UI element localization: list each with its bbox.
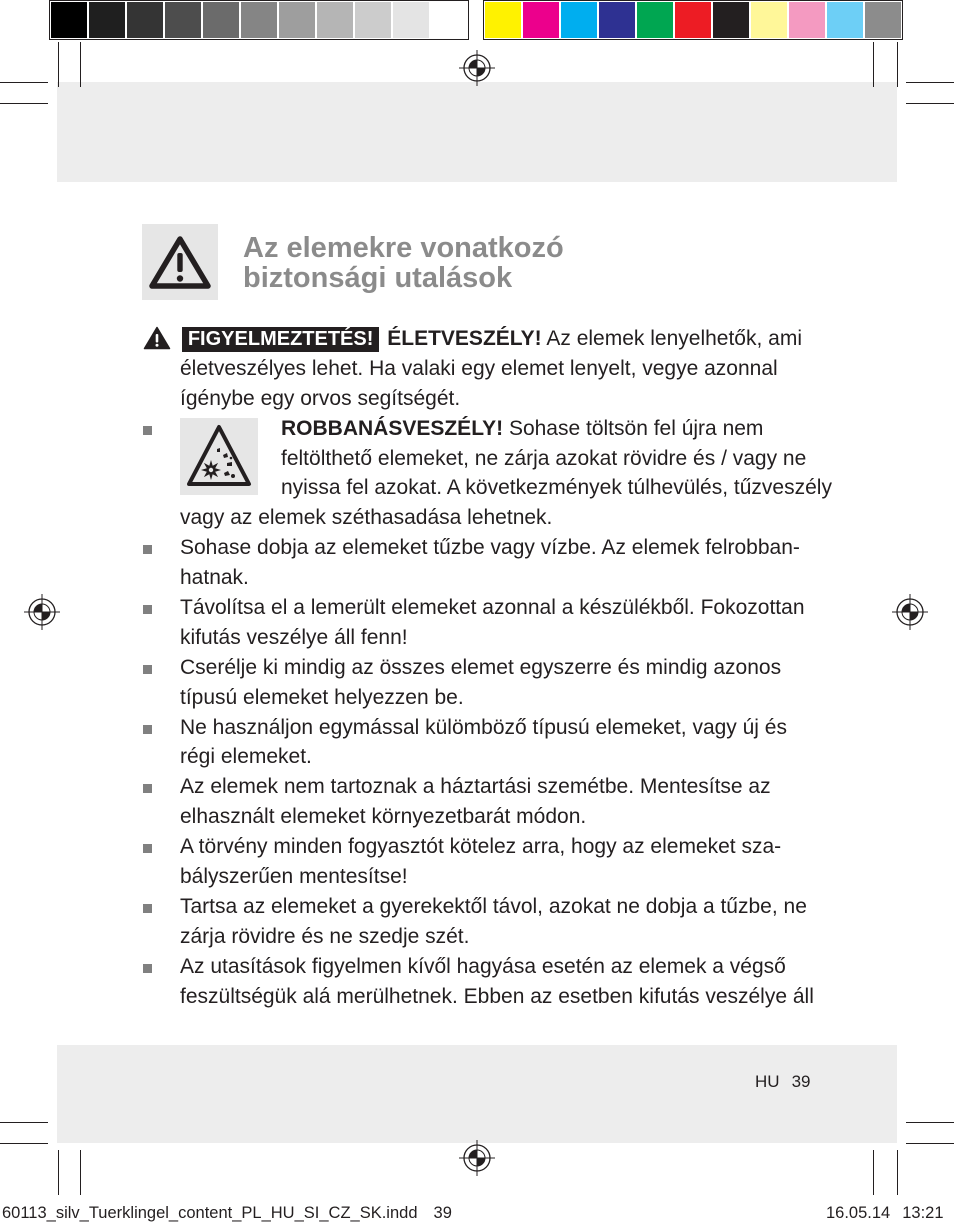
bullet-marker <box>143 665 152 674</box>
page-number: 39 <box>791 1072 811 1091</box>
bullet-marker <box>143 725 152 734</box>
color-swatch <box>865 2 901 38</box>
slug-date: 16.05.14 <box>826 1204 891 1222</box>
item-line: hatnak. <box>180 566 249 590</box>
section-title <box>243 233 564 293</box>
item-line: Cserélje ki mindig az összes elemet egyszerre és mindig azonos <box>180 655 782 679</box>
crop-mark <box>0 82 48 83</box>
footer-language: HU <box>755 1072 780 1091</box>
danger-emphasis: ROBBANÁSVESZÉLY! <box>281 416 504 440</box>
bullet-item <box>180 653 880 713</box>
bullet-marker <box>143 964 152 973</box>
color-swatch <box>317 2 353 38</box>
item-line: Távolítsa el a lemerült elemeket azonnal a készülékből. Fokozottan <box>180 596 805 620</box>
danger-emphasis: ÉLETVESZÉLY! <box>387 327 542 350</box>
page-footer <box>755 1073 810 1091</box>
warning-label: FIGYELMEZTETÉS! <box>182 327 380 352</box>
warning-triangle-icon <box>143 326 171 350</box>
color-swatch <box>203 2 239 38</box>
section-title-line-1: Az elemekre vonatkozó <box>243 232 564 264</box>
bullet-item <box>180 832 880 892</box>
item-line: elhasznált elemeket környezetbarát módon. <box>180 805 587 829</box>
bullet-marker <box>143 545 152 554</box>
warning-item <box>180 324 880 414</box>
crop-mark <box>906 1122 954 1123</box>
crop-mark <box>906 82 954 83</box>
footer-band <box>57 1045 897 1143</box>
item-line: ígénybe egy orvos segítségét. <box>180 386 461 410</box>
slug-filename: 60113_silv_Tuerklingel_content_PL_HU_SI_CZ_SK.indd <box>2 1204 418 1222</box>
color-swatch <box>675 2 711 38</box>
bullet-marker <box>143 426 152 435</box>
color-swatch <box>431 2 467 38</box>
color-swatch <box>789 2 825 38</box>
color-swatch <box>127 2 163 38</box>
warning-triangle-icon <box>142 224 218 300</box>
item-line: Tartsa az elemeket a gyerekektől távol, azokat ne dobja a tűzbe, ne <box>180 894 807 918</box>
item-line: típusú elemeket helyezzen be. <box>180 685 464 709</box>
crop-mark <box>897 42 898 87</box>
item-line <box>143 324 880 354</box>
color-swatch <box>561 2 597 38</box>
bullet-marker <box>143 784 152 793</box>
bullet-item <box>180 952 880 1012</box>
color-swatch <box>241 2 277 38</box>
crop-mark <box>80 1150 81 1195</box>
color-swatch <box>523 2 559 38</box>
slug-time: 13:21 <box>902 1204 944 1222</box>
item-line: vagy az elemek széthasadása lehetnek. <box>180 506 553 530</box>
color-swatch <box>599 2 635 38</box>
registration-target-icon <box>24 594 60 630</box>
crop-mark <box>58 1150 59 1195</box>
color-swatch <box>637 2 673 38</box>
crop-mark <box>873 42 874 87</box>
bullet-marker <box>143 844 152 853</box>
safety-instructions <box>180 324 880 1011</box>
color-swatch <box>827 2 863 38</box>
color-swatch <box>713 2 749 38</box>
bullet-item <box>180 713 880 773</box>
item-line <box>180 414 880 444</box>
crop-mark <box>0 103 48 104</box>
item-line: nyissa fel azokat. A következmények túlhevülés, tűzveszély <box>281 476 832 500</box>
item-line: régi elemeket. <box>180 745 312 769</box>
color-swatch <box>751 2 787 38</box>
section-title-line-2: biztonsági utalások <box>243 262 513 294</box>
color-swatch <box>165 2 201 38</box>
slug-page: 39 <box>433 1204 452 1222</box>
explosion-item <box>180 414 880 534</box>
item-line: Ne használjon egymással külömböző típusú elemeket, vagy új és <box>180 715 787 739</box>
item-line: A törvény minden fogyasztót kötelez arra, hogy az elemeket sza- <box>180 835 782 859</box>
color-bar-process <box>483 0 903 40</box>
crop-mark <box>80 42 81 87</box>
color-swatch <box>279 2 315 38</box>
crop-mark <box>906 1143 954 1144</box>
item-line: Az utasítások figyelmen kívől hagyása esetén az elemek a végső <box>180 954 786 978</box>
item-line: életveszélyes lehet. Ha valaki egy elemet lenyelt, vegye azonnal <box>180 356 778 380</box>
color-swatch <box>355 2 391 38</box>
color-bar-grayscale <box>49 0 469 40</box>
bullet-marker <box>143 605 152 614</box>
item-line: Sohase dobja az elemeket tűzbe vagy vízbe. Az elemek felrobban- <box>180 536 800 560</box>
item-line: zárja rövidre és ne szedje szét. <box>180 924 470 948</box>
item-line: feltölthető elemeket, ne zárja azokat rövidre és / vagy ne <box>281 446 807 470</box>
registration-target-icon <box>459 1140 495 1176</box>
crop-mark <box>58 42 59 87</box>
slug-timestamp <box>826 1204 944 1222</box>
color-swatch <box>89 2 125 38</box>
header-band <box>57 82 897 182</box>
item-line: feszültségük alá merülhetnek. Ebben az esetben kifutás veszélye áll <box>180 984 814 1008</box>
slug-file <box>2 1204 452 1222</box>
registration-target-icon <box>892 594 928 630</box>
bullet-item <box>180 593 880 653</box>
color-swatch <box>485 2 521 38</box>
crop-mark <box>0 1143 48 1144</box>
crop-mark <box>906 103 954 104</box>
crop-mark <box>897 1150 898 1195</box>
bullet-item <box>180 892 880 952</box>
registration-target-icon <box>459 50 495 86</box>
crop-mark <box>873 1150 874 1195</box>
item-line: kifutás veszélye áll fenn! <box>180 625 408 649</box>
bullet-marker <box>143 904 152 913</box>
item-text: Sohase töltsön fel újra nem <box>508 416 764 440</box>
bullet-item <box>180 772 880 832</box>
item-line: Az elemek nem tartoznak a háztartási szemétbe. Mentesítse az <box>180 775 771 799</box>
explosion-hazard-icon <box>180 418 258 495</box>
color-swatch <box>393 2 429 38</box>
item-text: Az elemek lenyelhetők, ami <box>546 327 802 350</box>
crop-mark <box>0 1122 48 1123</box>
bullet-item <box>180 533 880 593</box>
color-swatch <box>51 2 87 38</box>
item-line: bályszerűen mentesítse! <box>180 865 408 889</box>
